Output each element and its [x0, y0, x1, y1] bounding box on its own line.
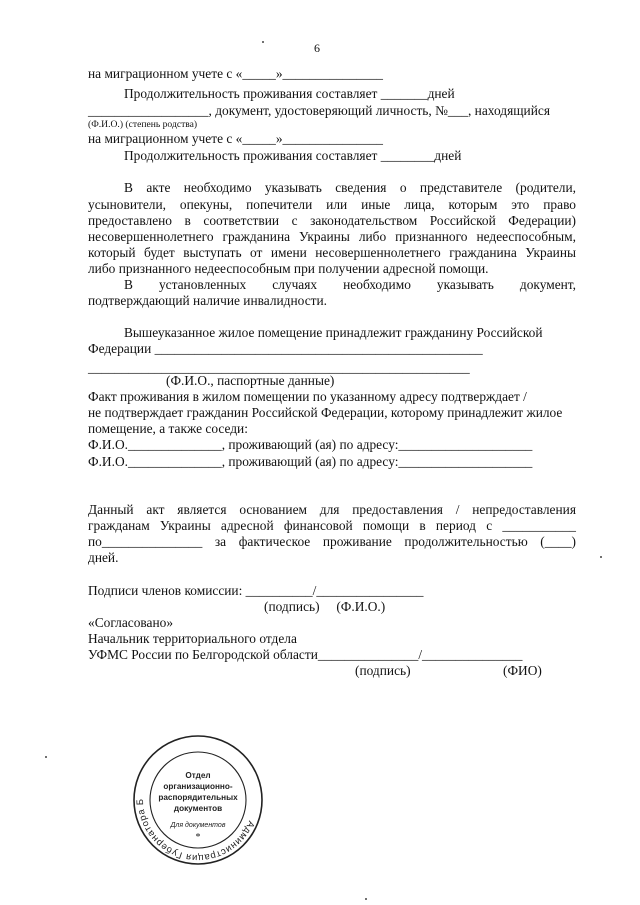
paragraph-representative-line: усыновители, опекуны, попечители или иные лица, которым это право	[88, 197, 576, 212]
paragraph-representative-line: В акте необходимо указывать сведения о представителе (родители,	[124, 180, 576, 195]
basis-paragraph-line: Данный акт является основанием для предоставления / непредоставления	[88, 502, 576, 517]
paragraph-representative-line: предоставлено в соответствии с законодательством Российской Федерации)	[88, 213, 576, 228]
stamp-ring-text: Администрация Губернатора Б	[134, 798, 257, 864]
scan-speck	[45, 756, 47, 758]
scan-speck	[600, 556, 602, 558]
stamp-center-line-2: организационно-	[163, 782, 233, 791]
ufms-signature-line: УФМС России по Белгородской области_______________/_______________	[88, 647, 523, 662]
neighbor-line-2: Ф.И.О.______________, проживающий (ая) по адресу:____________________	[88, 454, 533, 469]
stamp-center-line-4: документов	[173, 804, 223, 813]
scan-speck	[262, 41, 264, 43]
paragraph-representative-line: несовершеннолетнего гражданина Украины либо признанного недееспособным,	[88, 229, 576, 244]
residence-confirmation-line: помещение, а также соседи:	[88, 421, 248, 436]
signature-caption: (подпись) (Ф.И.О.)	[264, 599, 386, 614]
paragraph-representative-line: либо признанного недееспособным при получении адресной помощи.	[88, 261, 489, 276]
owner-name-blank: _________________________________________________________	[88, 360, 470, 375]
paragraph-representative-line: который будет выступать от имени несовершеннолетнего гражданина Украины	[88, 245, 576, 260]
basis-paragraph-line: по_______________ за фактическое проживание продолжительностью (____)	[88, 534, 576, 549]
basis-paragraph-line: гражданам Украины адресной финансовой помощи в период с ___________	[88, 518, 576, 533]
residence-confirmation-line: не подтверждает гражданин Российской Федерации, которому принадлежит жилое	[88, 405, 563, 420]
stay-duration-line: Продолжительность проживания составляет _______дней	[124, 86, 455, 101]
stamp-center-line-1: Отдел	[185, 771, 211, 780]
ufms-signature-caption: (подпись)	[355, 663, 411, 678]
ufms-name-caption: (ФИО)	[503, 663, 542, 678]
approved-label: «Согласовано»	[88, 615, 174, 630]
identity-document-line: __________________, документ, удостоверяющий личность, №___, находящийся	[88, 103, 550, 118]
scan-speck	[365, 898, 367, 900]
paragraph-disability-line: В установленных случаях необходимо указывать документ,	[124, 277, 576, 292]
stamp-bottom-text: Для документов	[170, 822, 226, 829]
residence-confirmation-line: Факт проживания в жилом помещении по указанному адресу подтверждает /	[88, 389, 527, 404]
owner-name-caption: (Ф.И.О., паспортные данные)	[166, 373, 335, 388]
commission-signatures-line: Подписи членов комиссии: __________/________________	[88, 583, 424, 598]
department-head-title: Начальник территориального отдела	[88, 631, 297, 646]
migration-registration-line-2: на миграционном учете с «_____»_______________	[88, 131, 383, 146]
name-kinship-caption: (Ф.И.О.) (степень родства)	[88, 119, 198, 130]
page-number: 6	[314, 41, 320, 55]
owner-statement-line: Федерации _________________________________________________	[88, 341, 483, 356]
basis-paragraph-line: дней.	[88, 550, 119, 565]
stamp-star-icon: *	[195, 832, 201, 843]
migration-registration-line: на миграционном учете с «_____»_______________	[88, 66, 383, 81]
owner-statement-line: Вышеуказанное жилое помещение принадлежит гражданину Российской	[124, 325, 543, 340]
stamp-center-line-3: распорядительных	[158, 793, 238, 802]
stay-duration-line-2: Продолжительность проживания составляет ________дней	[124, 148, 462, 163]
paragraph-disability-line: подтверждающий наличие инвалидности.	[88, 293, 327, 308]
stamp-seal-icon	[132, 734, 264, 866]
neighbor-line-1: Ф.И.О.______________, проживающий (ая) по адресу:____________________	[88, 437, 533, 452]
department-stamp	[132, 734, 264, 866]
